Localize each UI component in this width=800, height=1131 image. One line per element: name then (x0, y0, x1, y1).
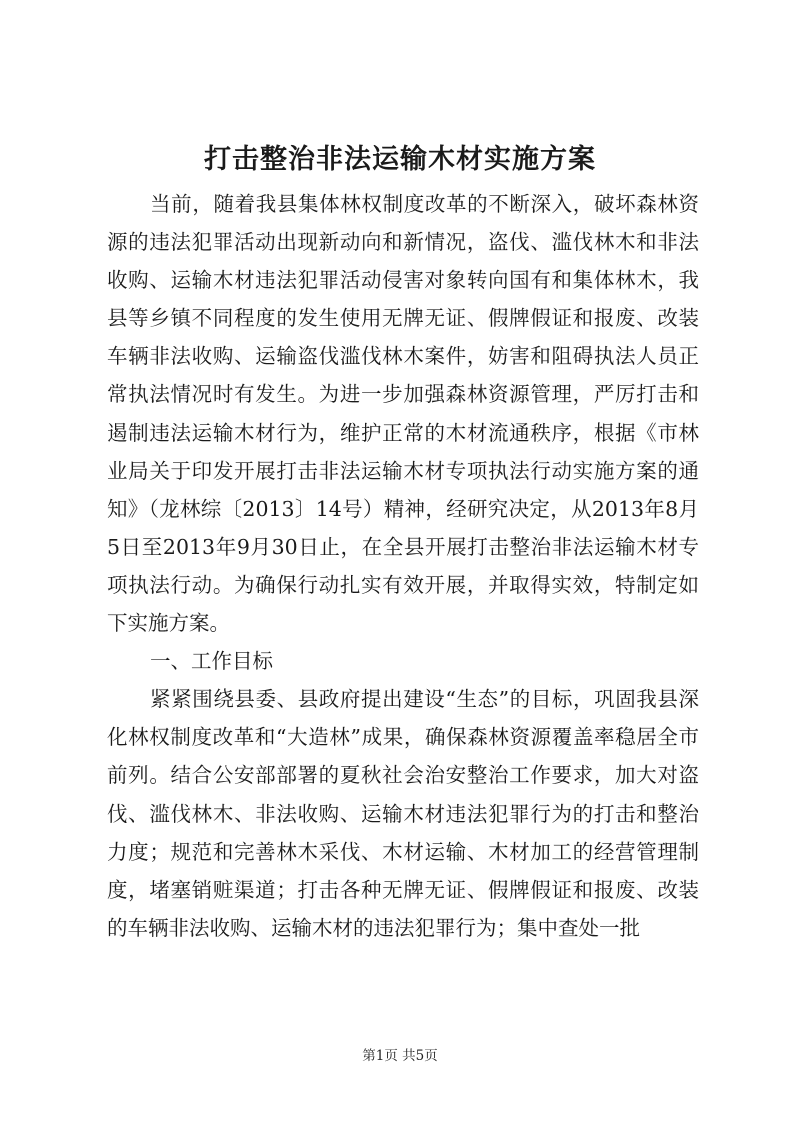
work-goals-paragraph: 紧紧围绕县委、县政府提出建设“生态”的目标，巩固我县深化林权制度改革和“大造林”成果，确保森林资源覆盖率稳居全市前列。结合公安部部署的夏秋社会治安整治工作要求，加大对盗伐、滥伐林木、非法收购、运输木材违法犯罪行为的打击和整治力度；规范和完善林木采伐、木材运输、木材加工的经营管理制度，堵塞销赃渠道；打击各种无牌无证、假牌假证和报废、改装的车辆非法收购、运输木材的违法犯罪行为；集中查处一批 (107, 687, 699, 940)
page-number-footer: 第1页 共5页 (362, 1048, 438, 1064)
intro-paragraph: 当前，随着我县集体林权制度改革的不断深入，破坏森林资源的违法犯罪活动出现新动向和新情况，盗伐、滥伐林木和非法收购、运输木材违法犯罪活动侵害对象转向国有和集体林木，我县等乡镇不同程度的发生使用无牌无证、假牌假证和报废、改装车辆非法收购、运输盗伐滥伐林木案件，妨害和阻碍执法人员正常执法情况时有发生。为进一步加强森林资源管理，严厉打击和遏制违法运输木材行为，维护正常的木材流通秩序，根据《市林业局关于印发开展打击非法运输木材专项执法行动实施方案的通知》（龙林综〔2013〕14号）精神，经研究决定，从2013年8月5日至2013年9月30日止，在全县开展打击整治非法运输木材专项执法行动。为确保行动扎实有效开展，并取得实效，特制定如下实施方案。 (107, 192, 699, 636)
section-heading-work-goals: 一、工作目标 (150, 649, 274, 674)
document-body (107, 185, 699, 947)
document-title: 打击整治非法运输木材实施方案 (204, 144, 596, 175)
